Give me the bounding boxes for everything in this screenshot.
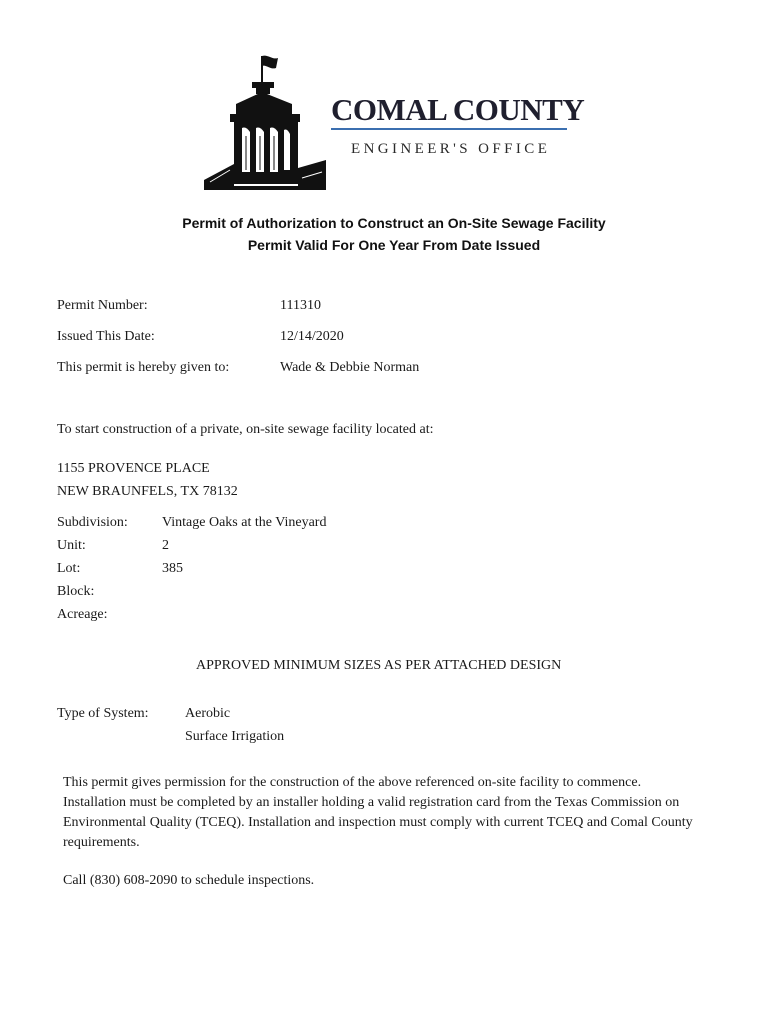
design-heading: APPROVED MINIMUM SIZES AS PER ATTACHED DESIGN xyxy=(196,658,562,673)
permittee-label: This permit is hereby given to: xyxy=(57,360,230,375)
unit-value: 2 xyxy=(162,538,169,553)
address-line-2: NEW BRAUNFELS, TX 78132 xyxy=(57,484,238,499)
acreage-label: Acreage: xyxy=(57,607,108,622)
notice-paragraph: This permit gives permission for the construction of the above referenced on-site facility to commence. Installation must be completed by an installer holding a valid registration card from the Texas Commission on Environmental Quality (TCEQ). Installation and inspection must comply with current TCEQ and Comal County requirements. xyxy=(63,775,693,850)
org-name: COMAL COUNTY xyxy=(331,92,585,127)
system-type-line-2: Surface Irrigation xyxy=(185,729,285,744)
permit-notice xyxy=(63,773,703,891)
block-label: Block: xyxy=(57,584,95,599)
permit-validity: Permit Valid For One Year From Date Issued xyxy=(247,237,541,253)
subdivision-value: Vintage Oaks at the Vineyard xyxy=(162,515,327,530)
subdivision-label: Subdivision: xyxy=(57,515,128,530)
permit-title: Permit of Authorization to Construct an On-Site Sewage Facility xyxy=(182,215,606,231)
system-type-line-1: Aerobic xyxy=(185,706,231,721)
org-subtitle: ENGINEER'S OFFICE xyxy=(351,141,551,157)
permit-number-value: 111310 xyxy=(280,298,321,313)
inspection-call: Call (830) 608-2090 to schedule inspections. xyxy=(63,873,315,888)
org-name-underline xyxy=(331,128,567,130)
courthouse-tower-icon xyxy=(200,52,330,192)
issue-date-label: Issued This Date: xyxy=(57,329,155,344)
permittee-value: Wade & Debbie Norman xyxy=(280,360,420,375)
lot-value: 385 xyxy=(162,561,183,576)
address-line-1: 1155 PROVENCE PLACE xyxy=(57,461,210,476)
system-type-label: Type of System: xyxy=(57,706,149,721)
permit-number-label: Permit Number: xyxy=(57,298,148,313)
unit-label: Unit: xyxy=(57,538,86,553)
lot-label: Lot: xyxy=(57,561,81,576)
issue-date-value: 12/14/2020 xyxy=(280,329,344,344)
location-intro: To start construction of a private, on-site sewage facility located at: xyxy=(57,422,434,437)
